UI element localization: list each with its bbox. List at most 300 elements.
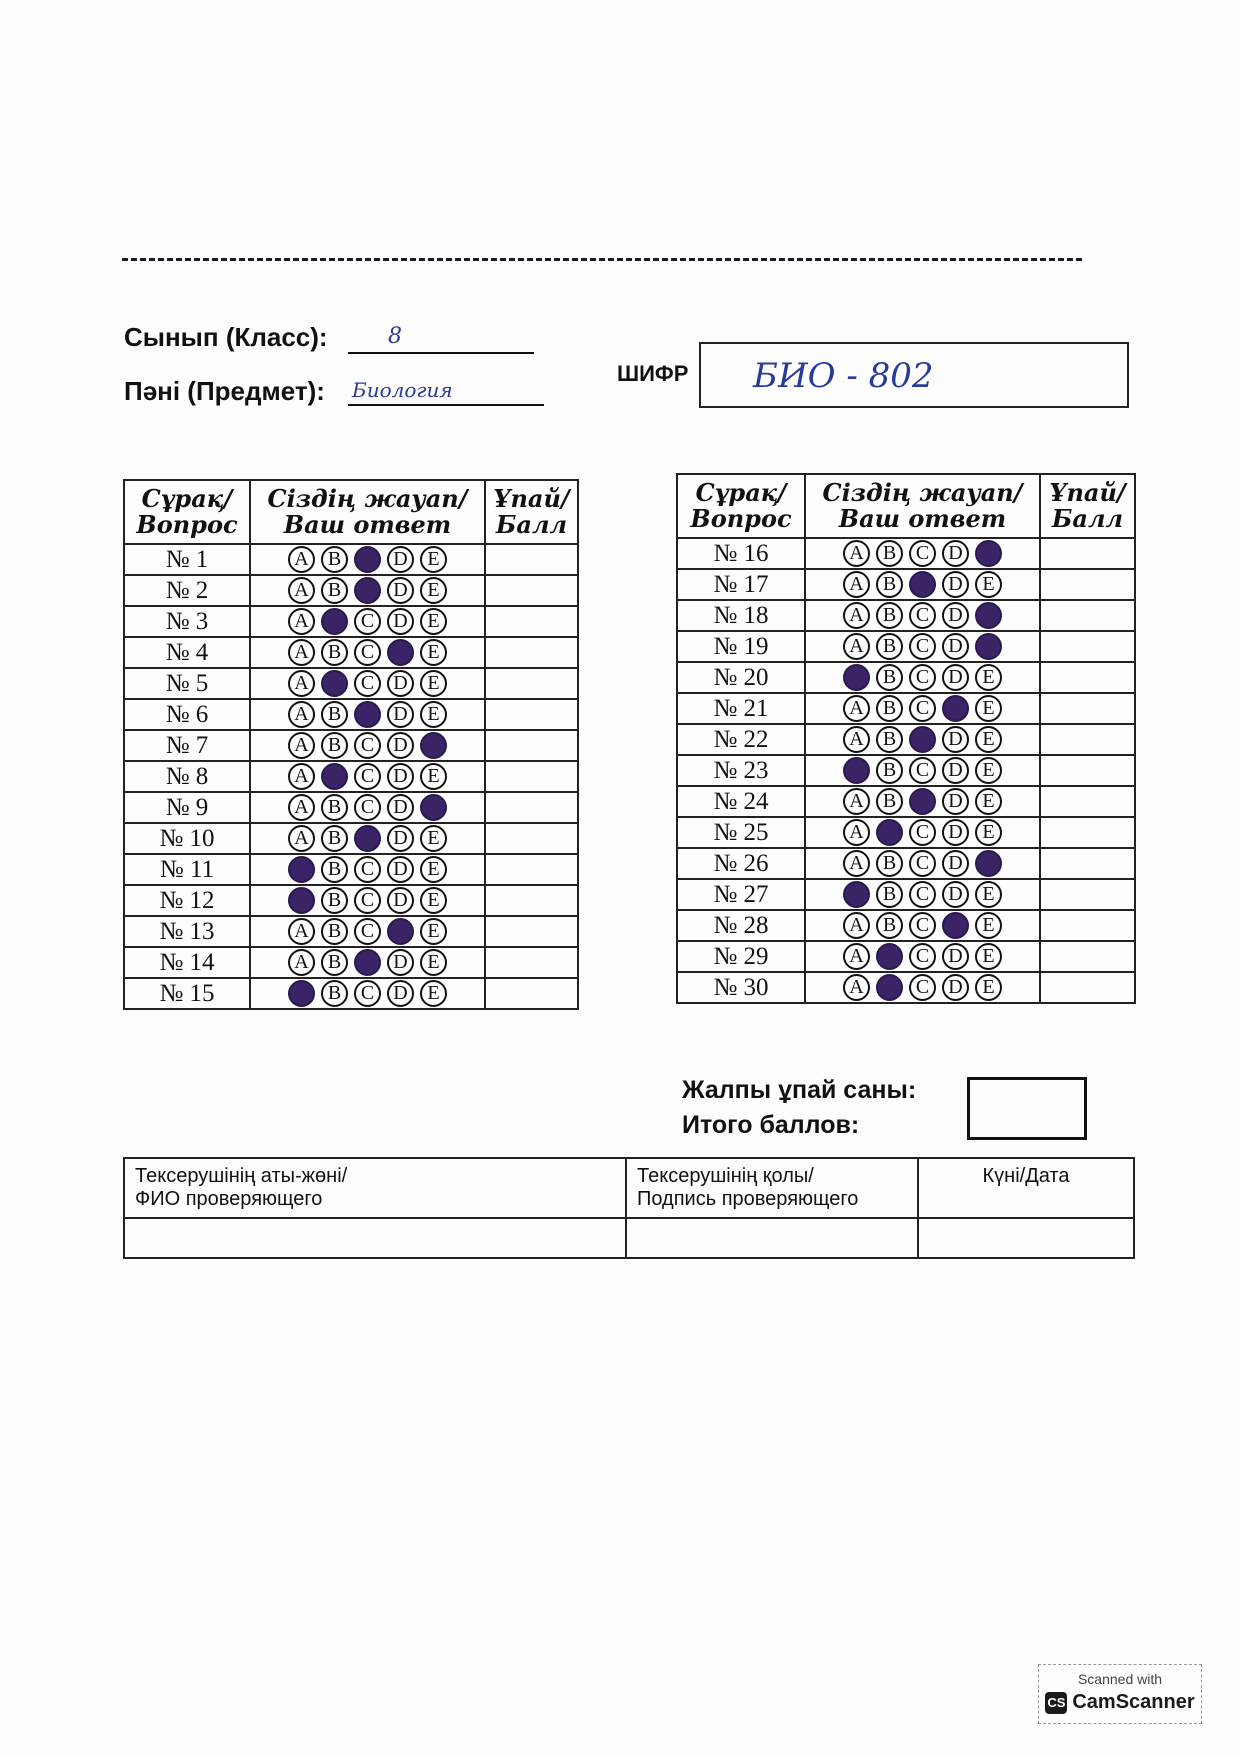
checker-name-field[interactable]: [124, 1218, 626, 1258]
answer-options: [805, 693, 1040, 724]
score-cell[interactable]: [1040, 786, 1135, 817]
option-bubble-a[interactable]: A: [843, 912, 870, 939]
score-cell[interactable]: [1040, 817, 1135, 848]
answer-options: [250, 916, 485, 947]
option-bubble-c[interactable]: C: [909, 664, 936, 691]
question-number: № 23: [677, 755, 805, 786]
option-bubble-e[interactable]: E: [975, 726, 1002, 753]
option-bubble-b[interactable]: B: [321, 856, 348, 883]
option-bubble-b[interactable]: B: [876, 881, 903, 908]
answer-options: [805, 941, 1040, 972]
option-bubble-b[interactable]: B: [876, 757, 903, 784]
option-bubble-c[interactable]: C: [909, 881, 936, 908]
option-bubble-d[interactable]: [387, 918, 414, 945]
option-bubble-d[interactable]: D: [387, 825, 414, 852]
score-cell[interactable]: [485, 575, 578, 606]
score-cell[interactable]: [485, 544, 578, 575]
option-bubble-d[interactable]: [387, 639, 414, 666]
option-bubble-b[interactable]: B: [876, 664, 903, 691]
answer-row: [677, 817, 1135, 848]
option-bubble-e[interactable]: E: [420, 546, 447, 573]
option-bubble-e[interactable]: E: [420, 763, 447, 790]
score-cell[interactable]: [1040, 569, 1135, 600]
question-number: № 10: [124, 823, 250, 854]
option-bubble-d[interactable]: D: [387, 856, 414, 883]
option-bubble-e[interactable]: E: [975, 819, 1002, 846]
option-bubble-c[interactable]: [354, 577, 381, 604]
answer-row: [677, 662, 1135, 693]
score-header: Ұпай/ Балл: [485, 480, 578, 544]
option-bubble-a[interactable]: A: [843, 726, 870, 753]
option-bubble-d[interactable]: D: [387, 577, 414, 604]
option-bubble-b[interactable]: B: [321, 701, 348, 728]
score-cell[interactable]: [485, 947, 578, 978]
question-number: № 4: [124, 637, 250, 668]
option-bubble-a[interactable]: [288, 980, 315, 1007]
option-bubble-e[interactable]: E: [420, 856, 447, 883]
question-number: № 6: [124, 699, 250, 730]
option-bubble-a[interactable]: A: [843, 974, 870, 1001]
answer-options: [250, 730, 485, 761]
question-number: № 8: [124, 761, 250, 792]
option-bubble-b[interactable]: B: [321, 639, 348, 666]
option-bubble-b[interactable]: B: [876, 540, 903, 567]
score-cell[interactable]: [1040, 662, 1135, 693]
answer-row: [124, 916, 578, 947]
option-bubble-b[interactable]: [321, 763, 348, 790]
option-bubble-c[interactable]: C: [354, 980, 381, 1007]
option-bubble-c[interactable]: C: [354, 794, 381, 821]
answer-row: [677, 724, 1135, 755]
answer-row: [124, 544, 578, 575]
option-bubble-d[interactable]: D: [387, 794, 414, 821]
option-bubble-e[interactable]: E: [975, 788, 1002, 815]
option-bubble-b[interactable]: B: [321, 825, 348, 852]
date-field[interactable]: [918, 1218, 1134, 1258]
answer-options: [805, 786, 1040, 817]
question-number: № 19: [677, 631, 805, 662]
option-bubble-e[interactable]: [420, 732, 447, 759]
question-number: № 24: [677, 786, 805, 817]
score-cell[interactable]: [485, 699, 578, 730]
answer-options: [805, 879, 1040, 910]
score-cell[interactable]: [485, 637, 578, 668]
option-bubble-e[interactable]: E: [420, 918, 447, 945]
answer-row: [124, 885, 578, 916]
option-bubble-d[interactable]: D: [942, 540, 969, 567]
option-bubble-c[interactable]: [354, 825, 381, 852]
option-bubble-a[interactable]: [843, 757, 870, 784]
camscanner-logo-icon: CS: [1045, 1692, 1067, 1714]
option-bubble-d[interactable]: D: [387, 670, 414, 697]
option-bubble-d[interactable]: D: [942, 602, 969, 629]
option-bubble-e[interactable]: [975, 602, 1002, 629]
question-header: Сұрақ/ Вопрос: [124, 480, 250, 544]
option-bubble-b[interactable]: B: [876, 788, 903, 815]
answer-options: [805, 724, 1040, 755]
option-bubble-d[interactable]: D: [387, 608, 414, 635]
answer-options: [250, 668, 485, 699]
option-bubble-a[interactable]: A: [288, 639, 315, 666]
class-field[interactable]: [348, 322, 534, 354]
option-bubble-a[interactable]: A: [843, 850, 870, 877]
answer-options: [805, 662, 1040, 693]
cipher-box[interactable]: [699, 342, 1129, 408]
answer-table-right: [676, 473, 1136, 1004]
question-header: Сұрақ/ Вопрос: [677, 474, 805, 538]
answer-row: [677, 879, 1135, 910]
answer-row: [124, 730, 578, 761]
answer-row: [124, 606, 578, 637]
option-bubble-e[interactable]: E: [420, 701, 447, 728]
option-bubble-c[interactable]: C: [354, 918, 381, 945]
option-bubble-b[interactable]: B: [876, 912, 903, 939]
answer-options: [250, 575, 485, 606]
option-bubble-c[interactable]: [909, 726, 936, 753]
answer-row: [677, 786, 1135, 817]
option-bubble-b[interactable]: B: [876, 695, 903, 722]
score-cell[interactable]: [1040, 848, 1135, 879]
option-bubble-c[interactable]: C: [909, 695, 936, 722]
score-cell[interactable]: [1040, 693, 1135, 724]
question-number: № 7: [124, 730, 250, 761]
option-bubble-b[interactable]: B: [876, 726, 903, 753]
answer-options: [805, 600, 1040, 631]
question-number: № 12: [124, 885, 250, 916]
option-bubble-c[interactable]: [909, 788, 936, 815]
option-bubble-c[interactable]: C: [909, 974, 936, 1001]
question-number: № 20: [677, 662, 805, 693]
answer-options: [250, 699, 485, 730]
question-number: № 11: [124, 854, 250, 885]
option-bubble-a[interactable]: A: [843, 943, 870, 970]
answer-row: [677, 848, 1135, 879]
option-bubble-e[interactable]: E: [420, 608, 447, 635]
answer-row: [124, 792, 578, 823]
option-bubble-e[interactable]: [975, 633, 1002, 660]
option-bubble-c[interactable]: [354, 949, 381, 976]
option-bubble-b[interactable]: [876, 974, 903, 1001]
checker-sign-field[interactable]: [626, 1218, 918, 1258]
option-bubble-d[interactable]: D: [387, 546, 414, 573]
score-cell[interactable]: [1040, 941, 1135, 972]
option-bubble-e[interactable]: E: [975, 912, 1002, 939]
option-bubble-d[interactable]: D: [942, 943, 969, 970]
option-bubble-c[interactable]: [354, 546, 381, 573]
option-bubble-a[interactable]: A: [843, 540, 870, 567]
option-bubble-d[interactable]: D: [942, 881, 969, 908]
score-cell[interactable]: [485, 854, 578, 885]
option-bubble-d[interactable]: D: [387, 763, 414, 790]
option-bubble-c[interactable]: C: [354, 856, 381, 883]
question-number: № 3: [124, 606, 250, 637]
answer-options: [805, 817, 1040, 848]
question-number: № 26: [677, 848, 805, 879]
answer-row: [677, 569, 1135, 600]
answer-options: [805, 972, 1040, 1003]
camscanner-name: CamScanner: [1072, 1691, 1195, 1713]
camscanner-watermark: [1038, 1664, 1202, 1724]
option-bubble-a[interactable]: A: [288, 546, 315, 573]
answer-options: [250, 947, 485, 978]
score-cell[interactable]: [485, 823, 578, 854]
answer-table-left: [123, 479, 579, 1010]
answer-options: [805, 569, 1040, 600]
date-header: Күні/Дата: [918, 1158, 1134, 1218]
option-bubble-d[interactable]: D: [942, 850, 969, 877]
option-bubble-d[interactable]: [942, 695, 969, 722]
option-bubble-e[interactable]: E: [975, 664, 1002, 691]
option-bubble-c[interactable]: C: [909, 540, 936, 567]
option-bubble-c[interactable]: [909, 571, 936, 598]
option-bubble-a[interactable]: A: [288, 763, 315, 790]
total-label-kz: Жалпы ұпай саны:: [682, 1076, 917, 1104]
option-bubble-e[interactable]: E: [420, 980, 447, 1007]
score-cell[interactable]: [1040, 755, 1135, 786]
total-score-box[interactable]: [967, 1077, 1087, 1140]
class-value: 8: [388, 324, 402, 349]
option-bubble-a[interactable]: [288, 856, 315, 883]
option-bubble-c[interactable]: C: [354, 639, 381, 666]
question-number: № 15: [124, 978, 250, 1009]
option-bubble-c[interactable]: C: [909, 602, 936, 629]
option-bubble-a[interactable]: A: [288, 701, 315, 728]
option-bubble-d[interactable]: D: [942, 633, 969, 660]
answer-options: [805, 538, 1040, 569]
option-bubble-a[interactable]: A: [288, 825, 315, 852]
question-number: № 16: [677, 538, 805, 569]
subject-label: Пәні (Предмет):: [124, 376, 325, 406]
option-bubble-e[interactable]: E: [420, 825, 447, 852]
option-bubble-e[interactable]: E: [975, 757, 1002, 784]
question-number: № 22: [677, 724, 805, 755]
option-bubble-d[interactable]: D: [387, 887, 414, 914]
option-bubble-b[interactable]: [876, 819, 903, 846]
option-bubble-a[interactable]: [288, 887, 315, 914]
option-bubble-e[interactable]: E: [975, 695, 1002, 722]
option-bubble-a[interactable]: A: [843, 819, 870, 846]
question-number: № 27: [677, 879, 805, 910]
option-bubble-e[interactable]: E: [420, 639, 447, 666]
question-number: № 13: [124, 916, 250, 947]
answer-row: [124, 637, 578, 668]
signature-table: [123, 1157, 1135, 1259]
checker-name-header: Тексерушінің аты-жөні/ ФИО проверяющего: [124, 1158, 626, 1218]
option-bubble-a[interactable]: A: [288, 794, 315, 821]
answer-options: [805, 910, 1040, 941]
question-number: № 17: [677, 569, 805, 600]
question-number: № 18: [677, 600, 805, 631]
option-bubble-d[interactable]: D: [942, 757, 969, 784]
answer-row: [677, 755, 1135, 786]
option-bubble-b[interactable]: [321, 670, 348, 697]
answer-row: [124, 947, 578, 978]
option-bubble-b[interactable]: B: [876, 602, 903, 629]
option-bubble-d[interactable]: D: [387, 980, 414, 1007]
answer-options: [805, 631, 1040, 662]
option-bubble-c[interactable]: C: [909, 850, 936, 877]
answer-row: [677, 600, 1135, 631]
answer-row: [677, 631, 1135, 662]
question-number: № 1: [124, 544, 250, 575]
answer-row: [124, 978, 578, 1009]
option-bubble-a[interactable]: A: [288, 949, 315, 976]
score-cell[interactable]: [1040, 631, 1135, 662]
cut-line: [122, 258, 1082, 261]
option-bubble-d[interactable]: D: [387, 949, 414, 976]
option-bubble-e[interactable]: E: [975, 943, 1002, 970]
answer-row: [124, 823, 578, 854]
score-cell[interactable]: [1040, 538, 1135, 569]
answer-options: [250, 978, 485, 1009]
question-number: № 28: [677, 910, 805, 941]
answer-options: [250, 606, 485, 637]
question-number: № 5: [124, 668, 250, 699]
score-cell[interactable]: [485, 885, 578, 916]
answer-options: [805, 755, 1040, 786]
option-bubble-a[interactable]: A: [288, 577, 315, 604]
option-bubble-b[interactable]: B: [321, 887, 348, 914]
answer-options: [250, 823, 485, 854]
score-cell[interactable]: [1040, 724, 1135, 755]
total-label-ru: Итого баллов:: [682, 1111, 860, 1139]
score-cell[interactable]: [485, 606, 578, 637]
answer-row: [124, 575, 578, 606]
option-bubble-a[interactable]: A: [843, 633, 870, 660]
answer-options: [250, 854, 485, 885]
cipher-value: БИО - 802: [753, 356, 934, 396]
scanned-with-text: Scanned with: [1077, 1671, 1163, 1687]
option-bubble-b[interactable]: B: [876, 571, 903, 598]
option-bubble-e[interactable]: E: [420, 887, 447, 914]
option-bubble-e[interactable]: E: [975, 881, 1002, 908]
option-bubble-a[interactable]: A: [843, 788, 870, 815]
score-cell[interactable]: [1040, 879, 1135, 910]
answer-row: [124, 668, 578, 699]
subject-field[interactable]: [348, 374, 544, 406]
option-bubble-a[interactable]: A: [843, 602, 870, 629]
answer-row: [124, 854, 578, 885]
answer-options: [250, 885, 485, 916]
score-cell[interactable]: [485, 978, 578, 1009]
score-cell[interactable]: [485, 792, 578, 823]
score-cell[interactable]: [1040, 910, 1135, 941]
option-bubble-c[interactable]: C: [909, 912, 936, 939]
option-bubble-a[interactable]: A: [288, 608, 315, 635]
question-number: № 25: [677, 817, 805, 848]
option-bubble-e[interactable]: E: [420, 577, 447, 604]
option-bubble-b[interactable]: B: [321, 732, 348, 759]
answer-header: Сіздің жауап/ Ваш ответ: [250, 480, 485, 544]
option-bubble-e[interactable]: [975, 540, 1002, 567]
answer-row: [677, 538, 1135, 569]
option-bubble-b[interactable]: B: [876, 850, 903, 877]
option-bubble-b[interactable]: B: [321, 918, 348, 945]
option-bubble-d[interactable]: D: [387, 701, 414, 728]
option-bubble-b[interactable]: B: [321, 577, 348, 604]
option-bubble-b[interactable]: B: [876, 633, 903, 660]
option-bubble-b[interactable]: [876, 943, 903, 970]
option-bubble-c[interactable]: C: [354, 670, 381, 697]
option-bubble-b[interactable]: B: [321, 949, 348, 976]
option-bubble-e[interactable]: E: [420, 670, 447, 697]
option-bubble-a[interactable]: A: [288, 670, 315, 697]
option-bubble-d[interactable]: D: [942, 974, 969, 1001]
answer-options: [250, 761, 485, 792]
answer-row: [124, 699, 578, 730]
option-bubble-c[interactable]: C: [909, 819, 936, 846]
score-cell[interactable]: [485, 761, 578, 792]
option-bubble-e[interactable]: E: [975, 974, 1002, 1001]
option-bubble-d[interactable]: D: [387, 732, 414, 759]
option-bubble-d[interactable]: D: [942, 664, 969, 691]
option-bubble-d[interactable]: [942, 912, 969, 939]
answer-row: [677, 693, 1135, 724]
checker-sign-header: Тексерушінің қолы/ Подпись проверяющего: [626, 1158, 918, 1218]
option-bubble-e[interactable]: [420, 794, 447, 821]
option-bubble-a[interactable]: [843, 881, 870, 908]
option-bubble-c[interactable]: C: [354, 887, 381, 914]
class-label: Сынып (Класс):: [124, 322, 328, 352]
option-bubble-c[interactable]: C: [909, 757, 936, 784]
option-bubble-c[interactable]: C: [354, 763, 381, 790]
question-number: № 14: [124, 947, 250, 978]
subject-value: Биология: [352, 378, 453, 402]
option-bubble-a[interactable]: A: [288, 732, 315, 759]
option-bubble-b[interactable]: B: [321, 980, 348, 1007]
question-number: № 29: [677, 941, 805, 972]
option-bubble-c[interactable]: C: [354, 608, 381, 635]
question-number: № 9: [124, 792, 250, 823]
option-bubble-c[interactable]: C: [354, 732, 381, 759]
option-bubble-a[interactable]: [843, 664, 870, 691]
score-cell[interactable]: [485, 668, 578, 699]
option-bubble-e[interactable]: E: [975, 571, 1002, 598]
answer-options: [250, 544, 485, 575]
option-bubble-b[interactable]: B: [321, 546, 348, 573]
question-number: № 2: [124, 575, 250, 606]
option-bubble-d[interactable]: D: [942, 819, 969, 846]
score-cell[interactable]: [485, 730, 578, 761]
option-bubble-a[interactable]: A: [843, 695, 870, 722]
score-cell[interactable]: [1040, 600, 1135, 631]
option-bubble-e[interactable]: [975, 850, 1002, 877]
option-bubble-c[interactable]: C: [909, 943, 936, 970]
answer-row: [677, 941, 1135, 972]
option-bubble-e[interactable]: E: [420, 949, 447, 976]
option-bubble-a[interactable]: A: [843, 571, 870, 598]
option-bubble-b[interactable]: [321, 608, 348, 635]
option-bubble-d[interactable]: D: [942, 788, 969, 815]
answer-options: [250, 792, 485, 823]
option-bubble-b[interactable]: B: [321, 794, 348, 821]
answer-row: [677, 910, 1135, 941]
option-bubble-d[interactable]: D: [942, 726, 969, 753]
option-bubble-c[interactable]: [354, 701, 381, 728]
score-header: Ұпай/ Балл: [1040, 474, 1135, 538]
answer-header: Сіздің жауап/ Ваш ответ: [805, 474, 1040, 538]
answer-row: [124, 761, 578, 792]
option-bubble-a[interactable]: A: [288, 918, 315, 945]
option-bubble-d[interactable]: D: [942, 571, 969, 598]
answer-options: [805, 848, 1040, 879]
question-number: № 30: [677, 972, 805, 1003]
score-cell[interactable]: [485, 916, 578, 947]
question-number: № 21: [677, 693, 805, 724]
answer-options: [250, 637, 485, 668]
score-cell[interactable]: [1040, 972, 1135, 1003]
option-bubble-c[interactable]: C: [909, 633, 936, 660]
